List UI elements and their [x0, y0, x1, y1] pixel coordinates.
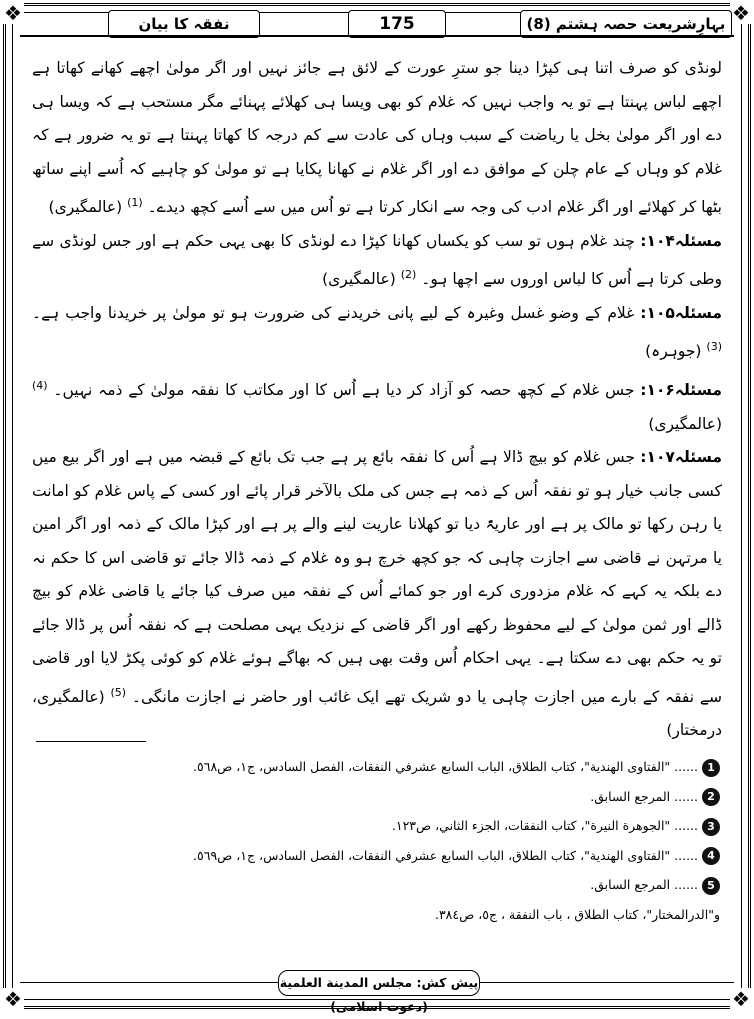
footnote-text: و"الدرالمختار"، كتاب الطلاق ، باب النفقة ، ج٥، ص٣٨٤. [434, 906, 720, 922]
publisher-credit: پیش کش: مجلس المدينة العلمية (دعوت اسلامی) [278, 970, 480, 996]
corner-ornament-icon: ❖ [2, 2, 24, 24]
footnote-ref: (5) [110, 685, 127, 699]
source-citation: (عالمگیری) [648, 414, 722, 433]
footnote-text: المرجع السابق. [590, 877, 671, 892]
paragraph [32, 441, 722, 748]
paragraph [32, 369, 722, 441]
source-citation: (عالمگیری) [322, 270, 396, 289]
issue-label: مسئلہ۱۰۴: [640, 231, 722, 250]
footnote-number: 1 [702, 759, 720, 777]
page-number: 175 [348, 10, 446, 38]
footnote-item [40, 811, 720, 841]
paragraph-text: جس غلام کے کچھ حصہ کو آزاد کر دیا ہے اُس کا اور مکاتب کا نفقہ مولیٰ کے ذمہ نہیں۔ [53, 381, 635, 400]
footnotes [40, 752, 720, 929]
footnote-text: "الجوهرة النيرة"، كتاب النفقات، الجزء الثاني، ص١٢٣. [391, 818, 671, 833]
issue-label: مسئلہ۱۰۶: [640, 381, 722, 400]
page-header [20, 10, 734, 38]
footnote-ref: (3) [706, 340, 722, 354]
source-citation: (عالمگیری) [48, 198, 123, 217]
footnote-item [40, 900, 720, 930]
footnote-leader: ...... [674, 847, 698, 863]
footnote-item [40, 752, 720, 782]
footnote-leader: ...... [674, 759, 698, 774]
footnote-separator [36, 741, 146, 742]
corner-ornament-icon: ❖ [2, 988, 24, 1010]
footnote-number: 3 [702, 818, 720, 836]
paragraph-text: غلام کے وضو غسل وغیرہ کے لیے پانی خریدنے کی ضرورت ہو تو مولیٰ پر خریدنا واجب ہے۔ [32, 303, 635, 322]
footnote-number: 5 [702, 877, 720, 895]
corner-ornament-icon: ❖ [730, 2, 752, 24]
issue-label: مسئلہ۱۰۵: [640, 303, 722, 322]
footnote-number: 2 [702, 788, 720, 806]
footnote-leader: ...... [674, 788, 698, 804]
paragraph [32, 297, 722, 369]
paragraph-text: جس غلام کو بیچ ڈالا ہے اُس کا نفقہ بائع پر ہے جب تک بائع کے قبضہ میں ہے اور اگر بیع میں کسی جانب خیار ہو تو نفقہ اُس کے ذمہ ہے جس کی ملک بالآخر قرار پائے اور کسی کے پاس غلام کو امانت یا رہن رکھا تو مالک پر ہے اور عاریۃً دیا تو کھلانا عاریت لینے والے پر ہے اور کپڑا مالک کے ذمہ اور اگر امین یا مرتہن نے قاضی سے اجازت چاہی کہ جو کچھ خرچ ہو وہ غلام کے ذمہ ڈالا جائے تو قاضی اس کا حکم نہ دے بلکہ یہ کہے کہ غلام مزدوری کرے اور جو کمائے اُس کے نفقہ میں صرف کیا جائے یا قاضی غلام کو بیچ ڈالے اور ثمن مولیٰ کے لیے محفوظ رکھے اور اگر قاضی کے نزدیک یہی مصلحت ہے کہ نفقہ اُس پر ڈالا جائے تو یہ حکم بھی دے سکتا ہے۔ یہی احکام اُس وقت بھی ہیں کہ بھاگے ہوئے غلام کو کوئی پکڑ لایا اور قاضی سے نفقہ کے بارے میں اجازت چاہی یا دو شریک تھے ایک غائب اور حاضر نے اجازت مانگی۔ [32, 448, 722, 706]
footnote-ref: (4) [32, 378, 48, 392]
chapter-title: نفقہ کا بیان [108, 10, 260, 38]
footnote-leader: ...... [674, 877, 698, 892]
paragraph-text: چند غلام ہوں تو سب کو یکساں کھانا کپڑا دے لونڈی کا بھی یہی حکم ہے اور جس لونڈی سے وطی کرتا ہے اُس کا لباس اوروں سے اچھا ہو۔ [32, 231, 722, 289]
footnote-item [40, 782, 720, 812]
footnote-text: المرجع السابق. [590, 788, 671, 804]
footnote-leader: ...... [674, 818, 698, 833]
main-text [32, 52, 722, 748]
page-footer [20, 970, 734, 1014]
footnote-text: "الفتاوى الهندية"، كتاب الطلاق، الباب السابع عشرفي النفقات، الفصل السادس، ج١، ص٥٦٩. [193, 847, 671, 863]
paragraph [32, 52, 722, 225]
corner-ornament-icon: ❖ [730, 988, 752, 1010]
source-citation: (عالمگیری، درمختار) [32, 687, 722, 740]
footnote-number: 4 [702, 847, 720, 865]
paragraph [32, 225, 722, 297]
book-title: بہارِشریعت حصہ ہشتم (8) [520, 10, 732, 38]
paragraph-text: لونڈی کو صرف اتنا ہی کپڑا دینا جو سترِ عورت کے لائق ہے جائز نہیں اور اگر مولیٰ اچھے کھانے کھاتا ہے اچھے لباس پہنتا ہے تو یہ واجب نہیں کہ غلام کو بھی ویسا ہی کھلائے پہنائے مگر مستحب ہے کہ ویسا ہی دے اور اگر مولیٰ بخل یا ریاضت کے سبب وہاں کی عادت سے کم درجہ کا کھاتا پہنتا ہے تو یہ ضرور ہے کہ غلام کو وہاں کے عام چلن کے موافق دے اور اگر غلام نے کھانا پکایا ہے تو مولیٰ کو چاہیے کہ اُسے اپنے ساتھ بٹھا کر کھلائے اور اگر غلام ادب کی وجہ سے انکار کرتا ہے تو اُس میں سے اُسے کچھ دیدے۔ [32, 59, 722, 217]
footnote-ref: (1) [127, 196, 143, 209]
issue-label: مسئلہ۱۰۷: [640, 448, 722, 467]
source-citation: (جوہرہ) [645, 342, 702, 361]
header-rule [20, 35, 734, 37]
footnote-item [40, 841, 720, 871]
footnote-ref: (2) [400, 268, 417, 282]
footnote-item [40, 870, 720, 900]
footnote-text: "الفتاوی الهندية"، كتاب الطلاق، الباب السابع عشرفي النفقات، الفصل السادس، ج١، ص٥٦٨. [193, 759, 671, 774]
